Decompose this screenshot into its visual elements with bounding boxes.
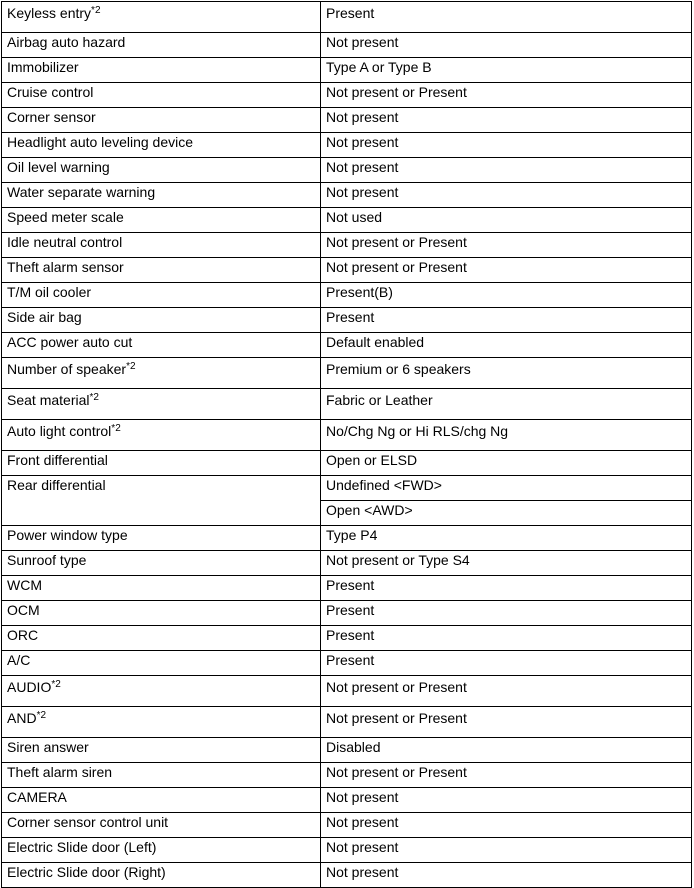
item-cell xyxy=(2,576,321,601)
value-cell xyxy=(321,651,692,676)
value-cell xyxy=(321,183,692,208)
table-row xyxy=(2,601,692,626)
item-label: Water separate warning xyxy=(7,184,156,200)
value-label: Open <AWD> xyxy=(326,502,413,518)
item-label: Speed meter scale xyxy=(7,209,124,225)
value-label: Not present xyxy=(326,109,399,125)
value-cell xyxy=(321,763,692,788)
configuration-table xyxy=(1,1,692,888)
footnote-mark: *2 xyxy=(126,361,136,372)
value-label: Not present or Present xyxy=(326,710,467,726)
item-cell xyxy=(2,526,321,551)
value-label: Disabled xyxy=(326,739,381,755)
table-row xyxy=(2,476,692,501)
item-cell xyxy=(2,133,321,158)
value-cell xyxy=(321,813,692,838)
table-row xyxy=(2,358,692,389)
item-label: WCM xyxy=(7,577,42,593)
item-cell xyxy=(2,358,321,389)
item-cell xyxy=(2,551,321,576)
value-cell xyxy=(321,626,692,651)
value-cell xyxy=(321,389,692,420)
value-label: Not present or Present xyxy=(326,84,467,100)
table-row xyxy=(2,576,692,601)
table-row xyxy=(2,738,692,763)
item-label: Theft alarm sensor xyxy=(7,259,124,275)
item-label: Auto light control xyxy=(7,423,112,439)
value-cell xyxy=(321,233,692,258)
item-label: Electric Slide door (Left) xyxy=(7,839,157,855)
table-row xyxy=(2,676,692,707)
item-cell xyxy=(2,83,321,108)
item-label: ORC xyxy=(7,627,39,643)
item-label: Airbag auto hazard xyxy=(7,34,126,50)
item-cell xyxy=(2,233,321,258)
item-cell xyxy=(2,208,321,233)
value-cell xyxy=(321,83,692,108)
item-cell xyxy=(2,838,321,863)
item-label: AUDIO xyxy=(7,679,52,695)
table-row xyxy=(2,108,692,133)
value-label: Not present xyxy=(326,134,399,150)
item-label: Corner sensor control unit xyxy=(7,814,169,830)
item-label: Keyless entry xyxy=(7,5,92,21)
value-cell xyxy=(321,333,692,358)
table-row xyxy=(2,651,692,676)
item-cell xyxy=(2,33,321,58)
item-cell xyxy=(2,601,321,626)
footnote-mark: *2 xyxy=(51,679,61,690)
item-cell xyxy=(2,763,321,788)
item-cell xyxy=(2,420,321,451)
value-label: Open or ELSD xyxy=(326,452,418,468)
table-row xyxy=(2,813,692,838)
table-row xyxy=(2,133,692,158)
item-label: OCM xyxy=(7,602,40,618)
item-label: Oil level warning xyxy=(7,159,110,175)
item-cell xyxy=(2,389,321,420)
item-label: Power window type xyxy=(7,527,128,543)
value-cell xyxy=(321,526,692,551)
table-row xyxy=(2,183,692,208)
item-cell xyxy=(2,451,321,476)
value-label: Present xyxy=(326,5,375,21)
value-cell xyxy=(321,707,692,738)
value-cell xyxy=(321,676,692,707)
item-label: CAMERA xyxy=(7,789,67,805)
value-cell xyxy=(321,476,692,501)
item-cell xyxy=(2,2,321,33)
value-label: Type P4 xyxy=(326,527,378,543)
footnote-mark: *2 xyxy=(36,710,47,721)
item-cell xyxy=(2,58,321,83)
value-label: Not present xyxy=(326,814,399,830)
table-row xyxy=(2,707,692,738)
value-label: Present xyxy=(326,577,375,593)
value-cell xyxy=(321,576,692,601)
table-row xyxy=(2,158,692,183)
item-label: Idle neutral control xyxy=(7,234,123,250)
table-row xyxy=(2,58,692,83)
value-cell xyxy=(321,258,692,283)
table-row xyxy=(2,788,692,813)
item-cell xyxy=(2,863,321,888)
value-label: Not present xyxy=(326,34,399,50)
value-cell xyxy=(321,788,692,813)
value-label: Present(B) xyxy=(326,284,393,300)
value-label: No/Chg Ng or Hi RLS/chg Ng xyxy=(326,423,509,439)
value-cell xyxy=(321,601,692,626)
item-label: Siren answer xyxy=(7,739,89,755)
table-row xyxy=(2,626,692,651)
value-cell xyxy=(321,501,692,526)
value-cell xyxy=(321,108,692,133)
item-label: Sunroof type xyxy=(7,552,87,568)
value-label: Not used xyxy=(326,209,383,225)
item-cell xyxy=(2,258,321,283)
item-label: Number of speaker xyxy=(7,361,127,377)
value-label: Not present or Present xyxy=(326,259,467,275)
item-label: Immobilizer xyxy=(7,59,79,75)
value-cell xyxy=(321,358,692,389)
item-cell xyxy=(2,158,321,183)
value-label: Not present xyxy=(326,864,399,880)
footnote-mark: *2 xyxy=(91,5,101,16)
value-label: Present xyxy=(326,627,375,643)
value-cell xyxy=(321,863,692,888)
table-row xyxy=(2,83,692,108)
table-row xyxy=(2,333,692,358)
value-label: Not present or Type S4 xyxy=(326,552,470,568)
item-cell xyxy=(2,651,321,676)
table-row xyxy=(2,233,692,258)
item-label: ACC power auto cut xyxy=(7,334,133,350)
value-label: Present xyxy=(326,309,375,325)
item-cell xyxy=(2,183,321,208)
value-label: Not present or Present xyxy=(326,234,467,250)
value-label: Not present xyxy=(326,159,399,175)
item-cell xyxy=(2,788,321,813)
table-row xyxy=(2,283,692,308)
value-cell xyxy=(321,133,692,158)
table-row xyxy=(2,863,692,888)
value-cell xyxy=(321,58,692,83)
footnote-mark: *2 xyxy=(89,392,99,403)
value-label: Present xyxy=(326,652,375,668)
item-label: Front differential xyxy=(7,452,108,468)
value-label: Not present xyxy=(326,839,399,855)
item-label: Headlight auto leveling device xyxy=(7,134,194,150)
value-label: Present xyxy=(326,602,375,618)
value-cell xyxy=(321,838,692,863)
item-cell xyxy=(2,738,321,763)
value-label: Fabric or Leather xyxy=(326,392,433,408)
footnote-mark: *2 xyxy=(111,423,121,434)
item-label: T/M oil cooler xyxy=(7,284,92,300)
item-label: Side air bag xyxy=(7,309,82,325)
value-cell xyxy=(321,2,692,33)
table-row xyxy=(2,208,692,233)
table-row xyxy=(2,420,692,451)
item-cell xyxy=(2,707,321,738)
item-label: Electric Slide door (Right) xyxy=(7,864,166,880)
value-cell xyxy=(321,551,692,576)
item-cell xyxy=(2,476,321,526)
value-label: Not present or Present xyxy=(326,764,467,780)
table-row xyxy=(2,451,692,476)
value-cell xyxy=(321,738,692,763)
table-row xyxy=(2,763,692,788)
table-row xyxy=(2,389,692,420)
table-row xyxy=(2,551,692,576)
item-label: Theft alarm siren xyxy=(7,764,113,780)
value-cell xyxy=(321,208,692,233)
value-label: Not present or Present xyxy=(326,679,467,695)
table-row xyxy=(2,33,692,58)
value-label: Default enabled xyxy=(326,334,425,350)
item-cell xyxy=(2,108,321,133)
value-label: Type A or Type B xyxy=(326,59,432,75)
value-cell xyxy=(321,283,692,308)
value-cell xyxy=(321,420,692,451)
item-cell xyxy=(2,333,321,358)
table-row xyxy=(2,526,692,551)
item-cell xyxy=(2,626,321,651)
value-label: Not present xyxy=(326,184,399,200)
table-row xyxy=(2,838,692,863)
value-label: Not present xyxy=(326,789,399,805)
table-row xyxy=(2,2,692,33)
value-cell xyxy=(321,451,692,476)
item-cell xyxy=(2,676,321,707)
item-label: Rear differential xyxy=(7,477,106,493)
value-label: Undefined <FWD> xyxy=(326,477,442,493)
value-cell xyxy=(321,308,692,333)
item-label: AND xyxy=(7,710,37,726)
item-cell xyxy=(2,813,321,838)
item-cell xyxy=(2,308,321,333)
value-label: Premium or 6 speakers xyxy=(326,361,471,377)
table-row xyxy=(2,258,692,283)
item-cell xyxy=(2,283,321,308)
item-label: A/C xyxy=(7,652,31,668)
table-row xyxy=(2,308,692,333)
item-label: Cruise control xyxy=(7,84,94,100)
item-label: Corner sensor xyxy=(7,109,96,125)
value-cell xyxy=(321,33,692,58)
value-cell xyxy=(321,158,692,183)
item-label: Seat material xyxy=(7,392,90,408)
